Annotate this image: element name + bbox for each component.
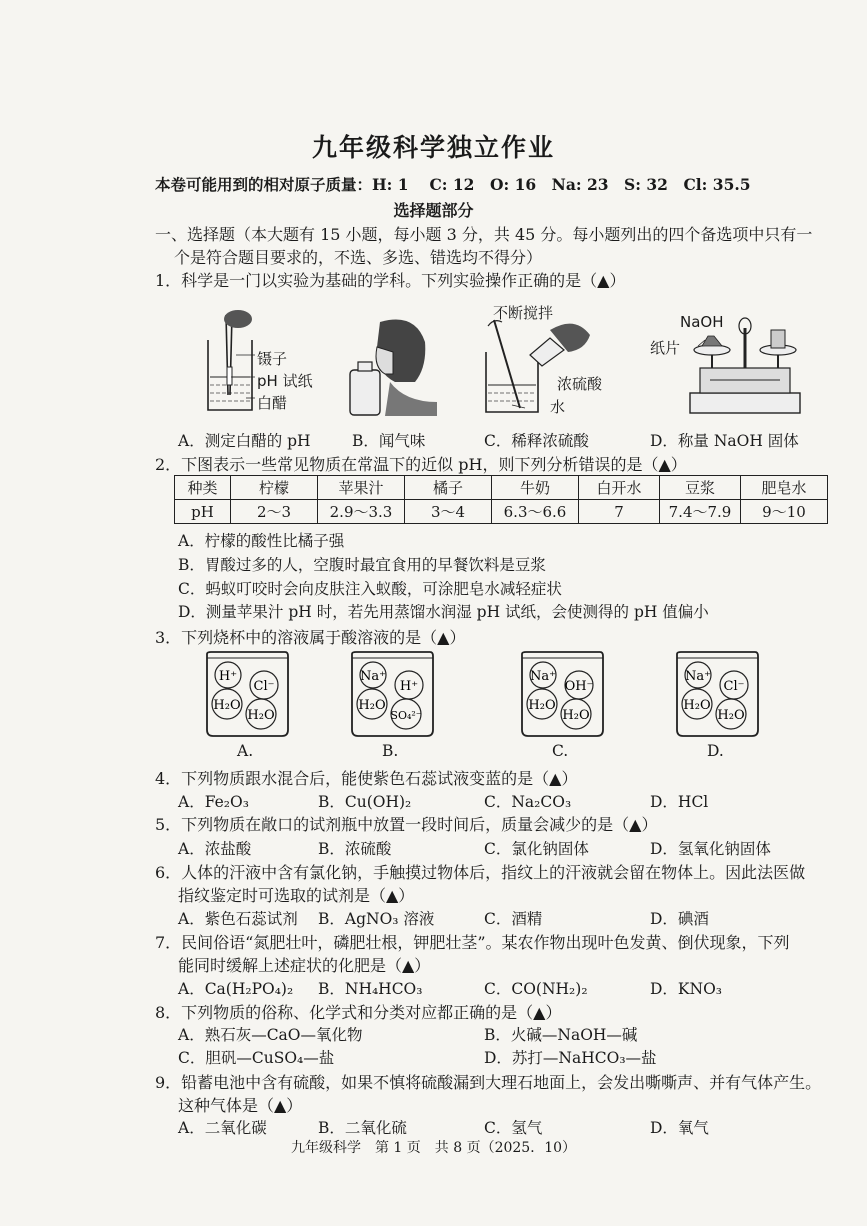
table-cell: pH bbox=[175, 500, 231, 524]
question-7-stem-2: 能同时缓解上述症状的化肥是（▲） bbox=[178, 956, 431, 975]
ion-label: H₂O bbox=[247, 708, 275, 723]
ion-label: Cl⁻ bbox=[723, 679, 745, 694]
table-cell: 牛奶 bbox=[492, 476, 579, 500]
q1-option-b: B．闻气味 bbox=[352, 432, 426, 450]
ion-label: OH⁻ bbox=[564, 679, 594, 694]
table-cell: 2～3 bbox=[231, 500, 318, 524]
section-intro-line-2: 个是符合题目要求的，不选、多选、错选均不得分） bbox=[174, 248, 543, 267]
q9-option-c: C．氢气 bbox=[484, 1119, 543, 1137]
beaker-c bbox=[520, 650, 605, 740]
ion-label: Na⁺ bbox=[360, 669, 386, 684]
question-7-stem-1: 7．民间俗语“氮肥壮叶，磷肥壮根，钾肥壮茎”。某农作物出现叶色发黄、倒伏现象，下列 bbox=[155, 933, 790, 952]
ion-label: Cl⁻ bbox=[253, 679, 275, 694]
beaker-a bbox=[205, 650, 290, 740]
q1-option-d: D．称量 NaOH 固体 bbox=[650, 432, 799, 450]
ion-label: H⁺ bbox=[218, 669, 238, 684]
question-1-stem: 1．科学是一门以实验为基础的学科。下列实验操作正确的是（▲） bbox=[155, 271, 626, 290]
q4-option-b: B．Cu(OH)₂ bbox=[318, 793, 412, 811]
q8-option-c: C．胆矾—CuSO₄—盐 bbox=[178, 1049, 335, 1067]
label-water: 水 bbox=[550, 398, 566, 416]
q8-option-a: A．熟石灰—CaO—氧化物 bbox=[178, 1026, 363, 1044]
label-ph-paper: pH 试纸 bbox=[257, 372, 313, 390]
ion-label: H⁺ bbox=[399, 679, 419, 694]
ion-label: SO₄²⁻ bbox=[390, 709, 422, 722]
beaker-label-c: C. bbox=[552, 742, 569, 760]
q8-option-d: D．苏打—NaHCO₃—盐 bbox=[484, 1049, 657, 1067]
q2-option-c: C．蚂蚁叮咬时会向皮肤注入蚁酸，可涂肥皂水减轻症状 bbox=[178, 580, 562, 598]
ph-table-row bbox=[175, 500, 828, 524]
beaker-d bbox=[675, 650, 760, 740]
label-acid: 浓硫酸 bbox=[557, 375, 603, 393]
label-vinegar: 白醋 bbox=[257, 394, 288, 412]
q2-option-b: B．胃酸过多的人，空腹时最宜食用的早餐饮料是豆浆 bbox=[178, 556, 546, 574]
question-2-stem: 2．下图表示一些常见物质在常温下的近似 pH，则下列分析错误的是（▲） bbox=[155, 455, 687, 474]
q9-option-b: B．二氧化硫 bbox=[318, 1119, 407, 1137]
q2-option-d: D．测量苹果汁 pH 时，若先用蒸馏水润湿 pH 试纸，会使测得的 pH 值偏小 bbox=[178, 603, 709, 621]
ion-label: Na⁺ bbox=[685, 669, 711, 684]
ion-label: Na⁺ bbox=[530, 669, 556, 684]
q7-option-b: B．NH₄HCO₃ bbox=[318, 980, 423, 998]
beaker-label-a: A. bbox=[237, 742, 254, 760]
table-cell: 9～10 bbox=[741, 500, 828, 524]
ion-label: H₂O bbox=[528, 698, 556, 713]
subsection-title: 选择题部分 bbox=[393, 201, 474, 220]
label-paper: 纸片 bbox=[650, 339, 681, 357]
section-intro-line-1: 一、选择题（本大题有 15 小题，每小题 3 分，共 45 分。每小题列出的四个备选项中只有一 bbox=[155, 225, 813, 244]
q6-option-d: D．碘酒 bbox=[650, 910, 709, 928]
ion-label: H₂O bbox=[683, 698, 711, 713]
q1-option-a: A．测定白醋的 pH bbox=[178, 432, 311, 450]
table-cell: 柠檬 bbox=[231, 476, 318, 500]
table-cell: 3～4 bbox=[405, 500, 492, 524]
question-6-stem-2: 指纹鉴定时可选取的试剂是（▲） bbox=[178, 886, 415, 905]
q9-option-d: D．氧气 bbox=[650, 1119, 709, 1137]
ion-label: H₂O bbox=[717, 708, 745, 723]
figure-balance bbox=[650, 308, 810, 418]
table-cell: 橘子 bbox=[405, 476, 492, 500]
q5-option-a: A．浓盐酸 bbox=[178, 840, 252, 858]
q4-option-c: C．Na₂CO₃ bbox=[484, 793, 572, 811]
table-cell: 7 bbox=[579, 500, 660, 524]
table-cell: 豆浆 bbox=[660, 476, 741, 500]
figure-smelling bbox=[345, 312, 440, 417]
table-cell: 种类 bbox=[175, 476, 231, 500]
q2-option-a: A．柠檬的酸性比橘子强 bbox=[178, 532, 345, 550]
q8-option-b: B．火碱—NaOH—碱 bbox=[484, 1026, 638, 1044]
table-cell: 2.9～3.3 bbox=[318, 500, 405, 524]
table-cell: 肥皂水 bbox=[741, 476, 828, 500]
q6-option-c: C．酒精 bbox=[484, 910, 543, 928]
q6-option-b: B．AgNO₃ 溶液 bbox=[318, 910, 435, 928]
atomic-masses: 本卷可能用到的相对原子质量：H: 1 C: 12 O: 16 Na: 23 S: 32 Cl: 35.5 bbox=[155, 175, 751, 194]
q7-option-d: D．KNO₃ bbox=[650, 980, 722, 998]
page-footer: 九年级科学 第 1 页 共 8 页（2025．10） bbox=[290, 1140, 577, 1156]
question-5-stem: 5．下列物质在敞口的试剂瓶中放置一段时间后，质量会减少的是（▲） bbox=[155, 815, 658, 834]
q7-option-c: C．CO(NH₂)₂ bbox=[484, 980, 588, 998]
question-8-stem: 8．下列物质的俗称、化学式和分类对应都正确的是（▲） bbox=[155, 1003, 562, 1022]
ion-label: H₂O bbox=[562, 708, 590, 723]
ph-table-header bbox=[175, 476, 828, 500]
q5-option-b: B．浓硫酸 bbox=[318, 840, 392, 858]
ion-label: H₂O bbox=[358, 698, 386, 713]
beaker-b bbox=[350, 650, 435, 740]
beaker-label-d: D. bbox=[707, 742, 724, 760]
ph-table bbox=[174, 475, 828, 524]
label-tweezers: 镊子 bbox=[257, 350, 288, 368]
question-9-stem-2: 这种气体是（▲） bbox=[178, 1096, 303, 1115]
q4-option-a: A．Fe₂O₃ bbox=[178, 793, 249, 811]
q4-option-d: D．HCl bbox=[650, 793, 709, 811]
q6-option-a: A．紫色石蕊试剂 bbox=[178, 910, 298, 928]
q7-option-a: A．Ca(H₂PO₄)₂ bbox=[178, 980, 294, 998]
ion-label: H₂O bbox=[213, 698, 241, 713]
q5-option-c: C．氯化钠固体 bbox=[484, 840, 589, 858]
question-9-stem-1: 9．铅蓄电池中含有硫酸，如果不慎将硫酸漏到大理石地面上，会发出嘶嘶声、并有气体产生。 bbox=[155, 1073, 822, 1092]
table-cell: 7.4～7.9 bbox=[660, 500, 741, 524]
page-title: 九年级科学独立作业 bbox=[311, 133, 555, 162]
q5-option-d: D．氢氧化钠固体 bbox=[650, 840, 771, 858]
label-stir: 不断搅拌 bbox=[493, 304, 554, 322]
question-6-stem-1: 6．人体的汗液中含有氯化钠，手触摸过物体后，指纹上的汗液就会留在物体上。因此法医做 bbox=[155, 863, 806, 882]
beaker-label-b: B. bbox=[382, 742, 399, 760]
table-cell: 白开水 bbox=[579, 476, 660, 500]
table-cell: 苹果汁 bbox=[318, 476, 405, 500]
q9-option-a: A．二氧化碳 bbox=[178, 1119, 267, 1137]
q1-option-c: C．稀释浓硫酸 bbox=[484, 432, 589, 450]
table-cell: 6.3～6.6 bbox=[492, 500, 579, 524]
question-3-stem: 3．下列烧杯中的溶液属于酸溶液的是（▲） bbox=[155, 628, 466, 647]
question-4-stem: 4．下列物质跟水混合后，能使紫色石蕊试液变蓝的是（▲） bbox=[155, 769, 578, 788]
label-naoh: NaOH bbox=[680, 313, 724, 331]
